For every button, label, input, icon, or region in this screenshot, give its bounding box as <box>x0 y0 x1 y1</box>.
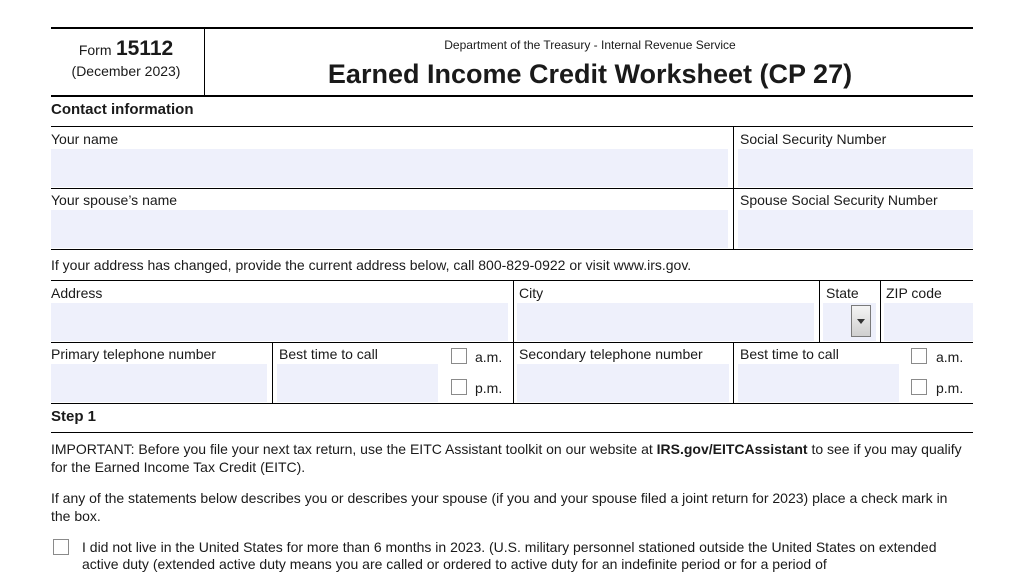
am2-checkbox[interactable] <box>911 348 927 364</box>
am-checkbox[interactable] <box>451 348 467 364</box>
secondary-phone-input[interactable] <box>517 364 729 402</box>
top-rule <box>51 27 973 29</box>
your-name-label: Your name <box>51 131 119 147</box>
best-time-label: Best time to call <box>279 346 378 362</box>
important-suffix: to see if you may qualify for the Earned Income Tax Credit (EITC). <box>51 441 962 475</box>
contact-section-title: Contact information <box>51 101 194 118</box>
address-label: Address <box>51 285 103 301</box>
phone-divider-1 <box>272 343 273 404</box>
important-prefix: IMPORTANT: Before you file your next tax return, use the EITC Assistant toolkit on our website at <box>51 441 657 457</box>
address-note: If your address has changed, provide the current address below, call 800-829-0922 or visit www.irs.gov. <box>51 257 692 273</box>
pm2-label: p.m. <box>936 380 964 396</box>
primary-phone-label: Primary telephone number <box>51 346 216 362</box>
best-time2-input[interactable] <box>738 364 899 402</box>
state-select[interactable] <box>823 303 876 341</box>
am2-label: a.m. <box>936 349 964 365</box>
state-label: State <box>826 285 859 301</box>
city-label: City <box>519 285 544 301</box>
phone-divider-3 <box>733 343 734 404</box>
spouse-name-input[interactable] <box>51 210 728 248</box>
state-zip-divider <box>880 281 881 342</box>
form-prefix: Form <box>78 42 112 58</box>
secondary-phone-label: Secondary telephone number <box>519 346 703 362</box>
ssn-label: Social Security Number <box>740 131 887 147</box>
step1-rule <box>51 432 973 433</box>
name-ssn-divider <box>733 127 734 188</box>
pm-label: p.m. <box>475 380 503 396</box>
phone-divider-2 <box>513 343 514 404</box>
zip-input[interactable] <box>884 303 973 341</box>
form-number: 15112 <box>115 37 174 60</box>
rule-after-address <box>51 342 973 343</box>
spouse-ssn-input[interactable] <box>738 210 973 248</box>
zip-label: ZIP code <box>886 285 942 301</box>
your-name-input[interactable] <box>51 149 728 187</box>
pm-checkbox[interactable] <box>451 379 467 395</box>
statement-1-text: I did not live in the United States for more than 6 months in 2023. (U.S. military personnel stationed outside the United States on extended active duty (extended active duty means you are called or ordered to active duty for an indefinite period or for a period of <box>82 539 937 572</box>
rule-before-address <box>51 280 973 281</box>
eitc-assistant-link[interactable]: IRS.gov/EITCAssistant <box>656 441 808 457</box>
spouse-name-label: Your spouse’s name <box>51 192 178 208</box>
rule-after-spouse <box>51 249 973 250</box>
statement-1-checkbox[interactable] <box>53 539 69 555</box>
important-paragraph <box>51 440 976 476</box>
ssn-input[interactable] <box>738 149 973 187</box>
address-input[interactable] <box>51 303 508 341</box>
state-dropdown-button[interactable] <box>851 305 871 337</box>
agency-line: Department of the Treasury - Internal Revenue Service <box>444 38 736 52</box>
instructions-paragraph: If any of the statements below describes you or describes your spouse (if you and your spouse filed a joint return for 2023) place a check mark in the box. <box>51 490 948 524</box>
am-label: a.m. <box>475 349 503 365</box>
city-state-divider <box>819 281 820 342</box>
chevron-down-icon <box>857 319 865 324</box>
form-number-block <box>51 38 201 80</box>
contact-rule <box>51 126 973 127</box>
rule-after-phones <box>51 403 973 404</box>
header-bottom-rule <box>51 95 973 97</box>
best-time-input[interactable] <box>277 364 438 402</box>
city-input[interactable] <box>517 303 814 341</box>
form-title: Earned Income Credit Worksheet (CP 27) <box>327 59 853 89</box>
pm2-checkbox[interactable] <box>911 379 927 395</box>
rule-after-name <box>51 188 973 189</box>
spouse-ssn-label: Spouse Social Security Number <box>740 192 938 208</box>
spouse-divider <box>733 189 734 249</box>
address-city-divider <box>513 281 514 342</box>
primary-phone-input[interactable] <box>51 364 267 402</box>
best-time2-label: Best time to call <box>740 346 839 362</box>
form-date: (December 2023) <box>71 63 181 79</box>
step1-title: Step 1 <box>51 408 97 425</box>
